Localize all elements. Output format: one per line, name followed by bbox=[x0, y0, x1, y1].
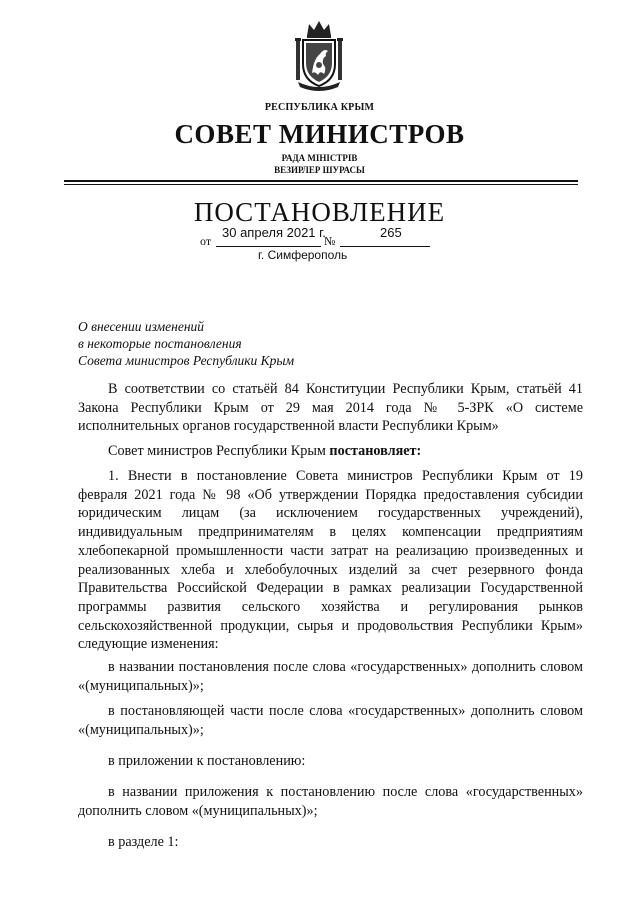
republic-title: РЕСПУБЛИКА КРЫМ bbox=[264, 102, 375, 113]
council-title-ukrainian: РАДА МІНІСТРІВ bbox=[281, 153, 358, 163]
paragraph-section-1 bbox=[78, 833, 583, 852]
decree-city: г. Симферополь bbox=[258, 248, 348, 262]
header-divider-thick bbox=[64, 180, 578, 182]
decree-title: ПОСТАНОВЛЕНИЕ bbox=[193, 197, 446, 227]
decree-dateline bbox=[200, 226, 440, 246]
paragraph-amendment-operative bbox=[78, 702, 583, 739]
paragraph-text: в названии приложения к постановлению после слова «государственных» дополнить словом «(муниципальных)»; bbox=[78, 784, 583, 819]
subject-line: в некоторые постановления bbox=[78, 336, 242, 351]
council-title: СОВЕТ МИНИСТРОВ bbox=[174, 119, 465, 149]
paragraph-appendix-title bbox=[78, 783, 583, 820]
subject-line: Совета министров Республики Крым bbox=[78, 353, 295, 368]
date-underline bbox=[216, 246, 321, 247]
paragraph-appendix-intro bbox=[78, 752, 583, 771]
paragraph-basis bbox=[78, 380, 583, 436]
subject-line: О внесении изменений bbox=[78, 319, 205, 334]
header-divider-thin bbox=[64, 184, 578, 185]
coat-of-arms-icon bbox=[294, 18, 344, 92]
decree-subject bbox=[78, 318, 294, 369]
paragraph-text: в разделе 1: bbox=[108, 834, 179, 850]
paragraph-amendment-title bbox=[78, 658, 583, 695]
paragraph-text: в постановляющей части после слова «государственных» дополнить словом «(муниципальных)»; bbox=[78, 703, 583, 738]
number-underline bbox=[340, 246, 430, 247]
resolves-word: постановляет: bbox=[329, 443, 422, 459]
paragraph-text: в названии постановления после слова «государственных» дополнить словом «(муниципальных)»; bbox=[78, 659, 583, 694]
paragraph-resolves bbox=[78, 442, 583, 461]
number-prefix: № bbox=[324, 234, 336, 248]
paragraph-text: В соответствии со статьёй 84 Конституции Республики Крым, статьёй 41 Закона Республики Крым от 29 мая 2014 года № 5-ЗРК «О системе исполнительных органов государственной власти Республики Крым» bbox=[78, 381, 583, 435]
council-title-crimean-tatar: ВЕЗИРЛЕР ШУРАСЫ bbox=[274, 165, 365, 175]
decree-date: 30 апреля 2021 г. bbox=[222, 225, 326, 240]
decree-number: 265 bbox=[380, 225, 402, 240]
paragraph-text: Совет министров Республики Крым bbox=[108, 443, 330, 459]
paragraph-text: 1. Внести в постановление Совета министров Республики Крым от 19 февраля 2021 года № 98 «Об утверждении Порядка предоставления субсидии юридическим лицам (за исключением государственных учреждений), индивидуальным предпринимателям в целях компенсации предприятиям хлебопекарной промышленности части затрат на реализацию произведенных и реализованных хлеба и хлебобулочных изделий за счет резервного фонда Правительства Российской Федерации в рамках реализации Государственной программы развития сельского хозяйства и регулирования рынков сельскохозяйственной продукции, сырья и продовольствия Республики Крым» следующие изменения: bbox=[78, 468, 583, 653]
paragraph-item-1 bbox=[78, 467, 583, 654]
paragraph-text: в приложении к постановлению: bbox=[108, 753, 306, 769]
date-prefix: от bbox=[200, 234, 212, 248]
